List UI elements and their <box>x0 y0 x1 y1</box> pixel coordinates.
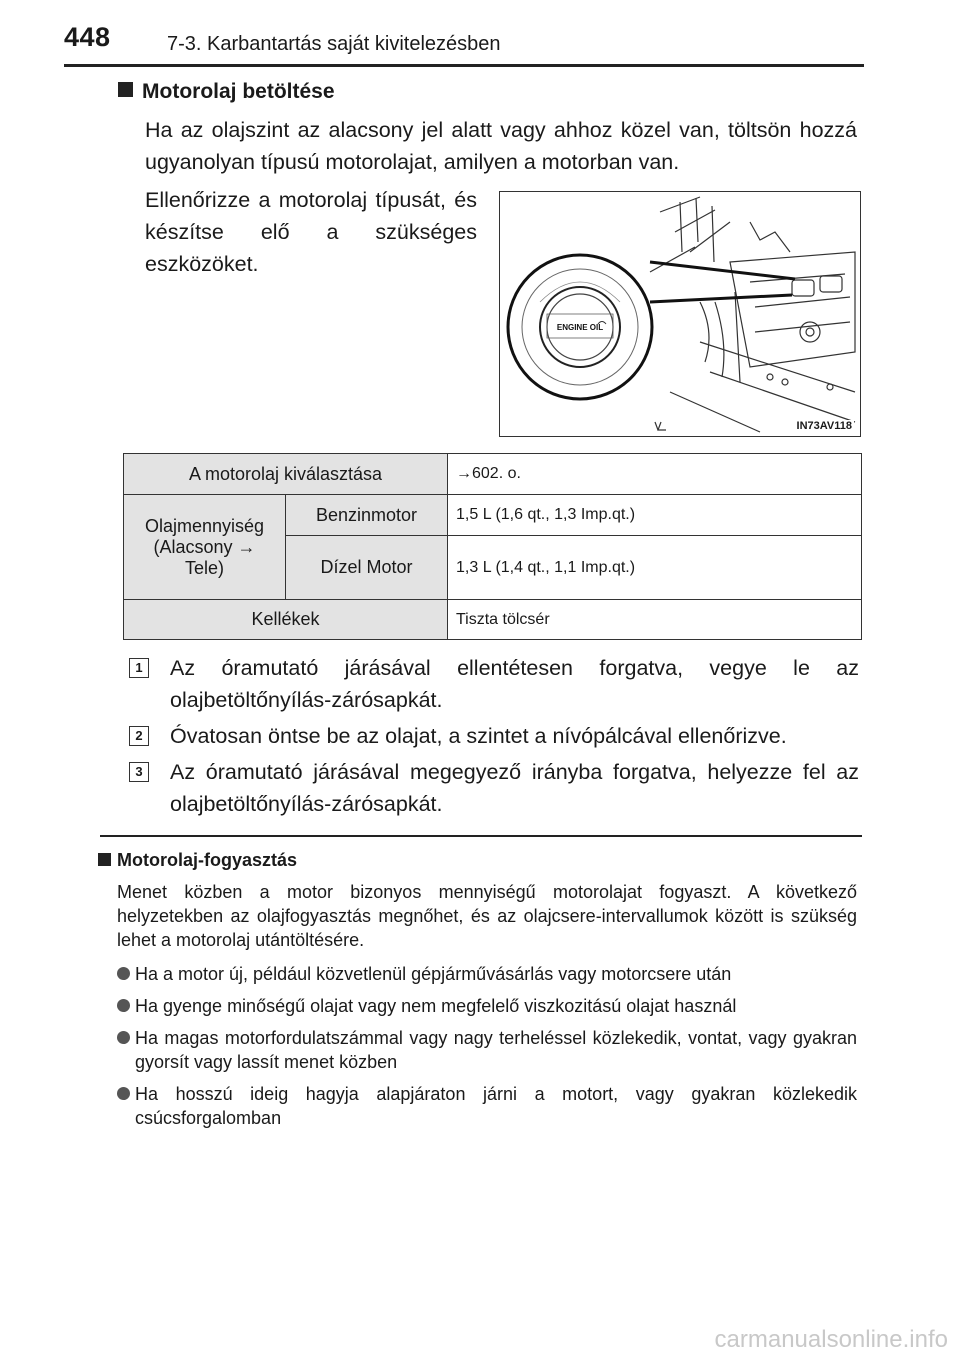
engine-bay-illustration <box>500 192 860 436</box>
watermark: carmanualsonline.info <box>714 1326 948 1353</box>
bullet-text: Ha gyenge minőségű olajat vagy nem megfelelő viszkozitású olajat használ <box>135 996 737 1016</box>
table-label-supplies: Kellékek <box>124 600 448 640</box>
table-label-diesel: Dízel Motor <box>286 536 448 600</box>
page-number: 448 <box>64 22 111 52</box>
round-bullet-icon <box>117 999 130 1012</box>
sub-heading <box>98 850 297 871</box>
sub-heading-text: Motorolaj-fogyasztás <box>117 850 298 870</box>
figure-code: IN73AV118 <box>796 420 852 432</box>
table-value-petrol: 1,5 L (1,6 qt., 1,3 Imp.qt.) <box>448 495 862 536</box>
header-divider <box>64 64 864 67</box>
cap-label: ENGINE OIL <box>556 323 604 332</box>
bullet-text: Ha hosszú ideig hagyja alapjáraton járni a motort, vagy gyakran közlekedik csúcsforgalomban <box>135 1084 857 1128</box>
table-label-oil-selection: A motorolaj kiválasztása <box>124 454 448 495</box>
intro-paragraph: Ha az olajszint az alacsony jel alatt vagy ahhoz közel van, töltsön hozzá ugyanolyan típusú motorolajat, amilyen a motorban van. <box>145 118 857 174</box>
section-title: 7-3. Karbantartás saját kivitelezésben <box>167 33 501 55</box>
list-item <box>117 962 857 986</box>
square-bullet-icon <box>98 853 111 866</box>
step-number: 2 <box>129 726 149 746</box>
step-text: Az óramutató járásával ellentétesen forgatva, vegye le az olajbetöltőnyílás-zárósapkát. <box>170 656 859 712</box>
table-row <box>124 600 862 640</box>
check-paragraph: Ellenőrizze a motorolaj típusát, és készítse elő a szükséges eszközöket. <box>145 188 477 276</box>
bullet-text: Ha a motor új, például közvetlenül gépjárművásárlás vagy motorcsere után <box>135 964 732 984</box>
table-label-petrol: Benzinmotor <box>286 495 448 536</box>
step-3 <box>129 756 859 820</box>
list-item <box>117 1026 857 1074</box>
list-item <box>117 994 857 1018</box>
step-text: Óvatosan öntse be az olajat, a szintet a nívópálcával ellenőrizve. <box>170 724 787 748</box>
table-label-oil-quantity: Olajmennyiség (Alacsony → Tele) <box>124 495 286 600</box>
page-header <box>64 22 864 66</box>
round-bullet-icon <box>117 1031 130 1044</box>
step-number: 1 <box>129 658 149 678</box>
step-text: Az óramutató járásával megegyező irányba forgatva, helyezze fel az olajbetöltőnyílás-zárósapkát. <box>170 760 859 816</box>
table-value-oil-selection: →602. o. <box>448 454 862 495</box>
main-heading-text: Motorolaj betöltése <box>142 80 335 103</box>
square-bullet-icon <box>118 82 133 97</box>
step-2 <box>129 720 859 752</box>
bullet-text: Ha magas motorfordulatszámmal vagy nagy terheléssel közlekedik, vontat, vagy gyakran gyorsít vagy lassít menet közben <box>135 1028 857 1072</box>
engine-oil-cap-figure <box>499 191 861 437</box>
step-number: 3 <box>129 762 149 782</box>
table-row <box>124 495 862 536</box>
round-bullet-icon <box>117 1087 130 1100</box>
list-item <box>117 1082 857 1130</box>
consumption-paragraph: Menet közben a motor bizonyos mennyiségű motorolajat fogyaszt. A következő helyzetekben az olajfogyasztás megnőhet, és az olajcsere-intervallumok között is szükség lehet a motorolaj utántöltésére. <box>117 882 857 950</box>
round-bullet-icon <box>117 967 130 980</box>
main-heading <box>118 80 335 104</box>
table-row <box>124 454 862 495</box>
table-value-diesel: 1,3 L (1,4 qt., 1,1 Imp.qt.) <box>448 536 862 600</box>
step-1 <box>129 652 859 716</box>
spec-table <box>123 453 862 640</box>
table-value-supplies: Tiszta tölcsér <box>448 600 862 640</box>
section-divider <box>100 835 862 837</box>
